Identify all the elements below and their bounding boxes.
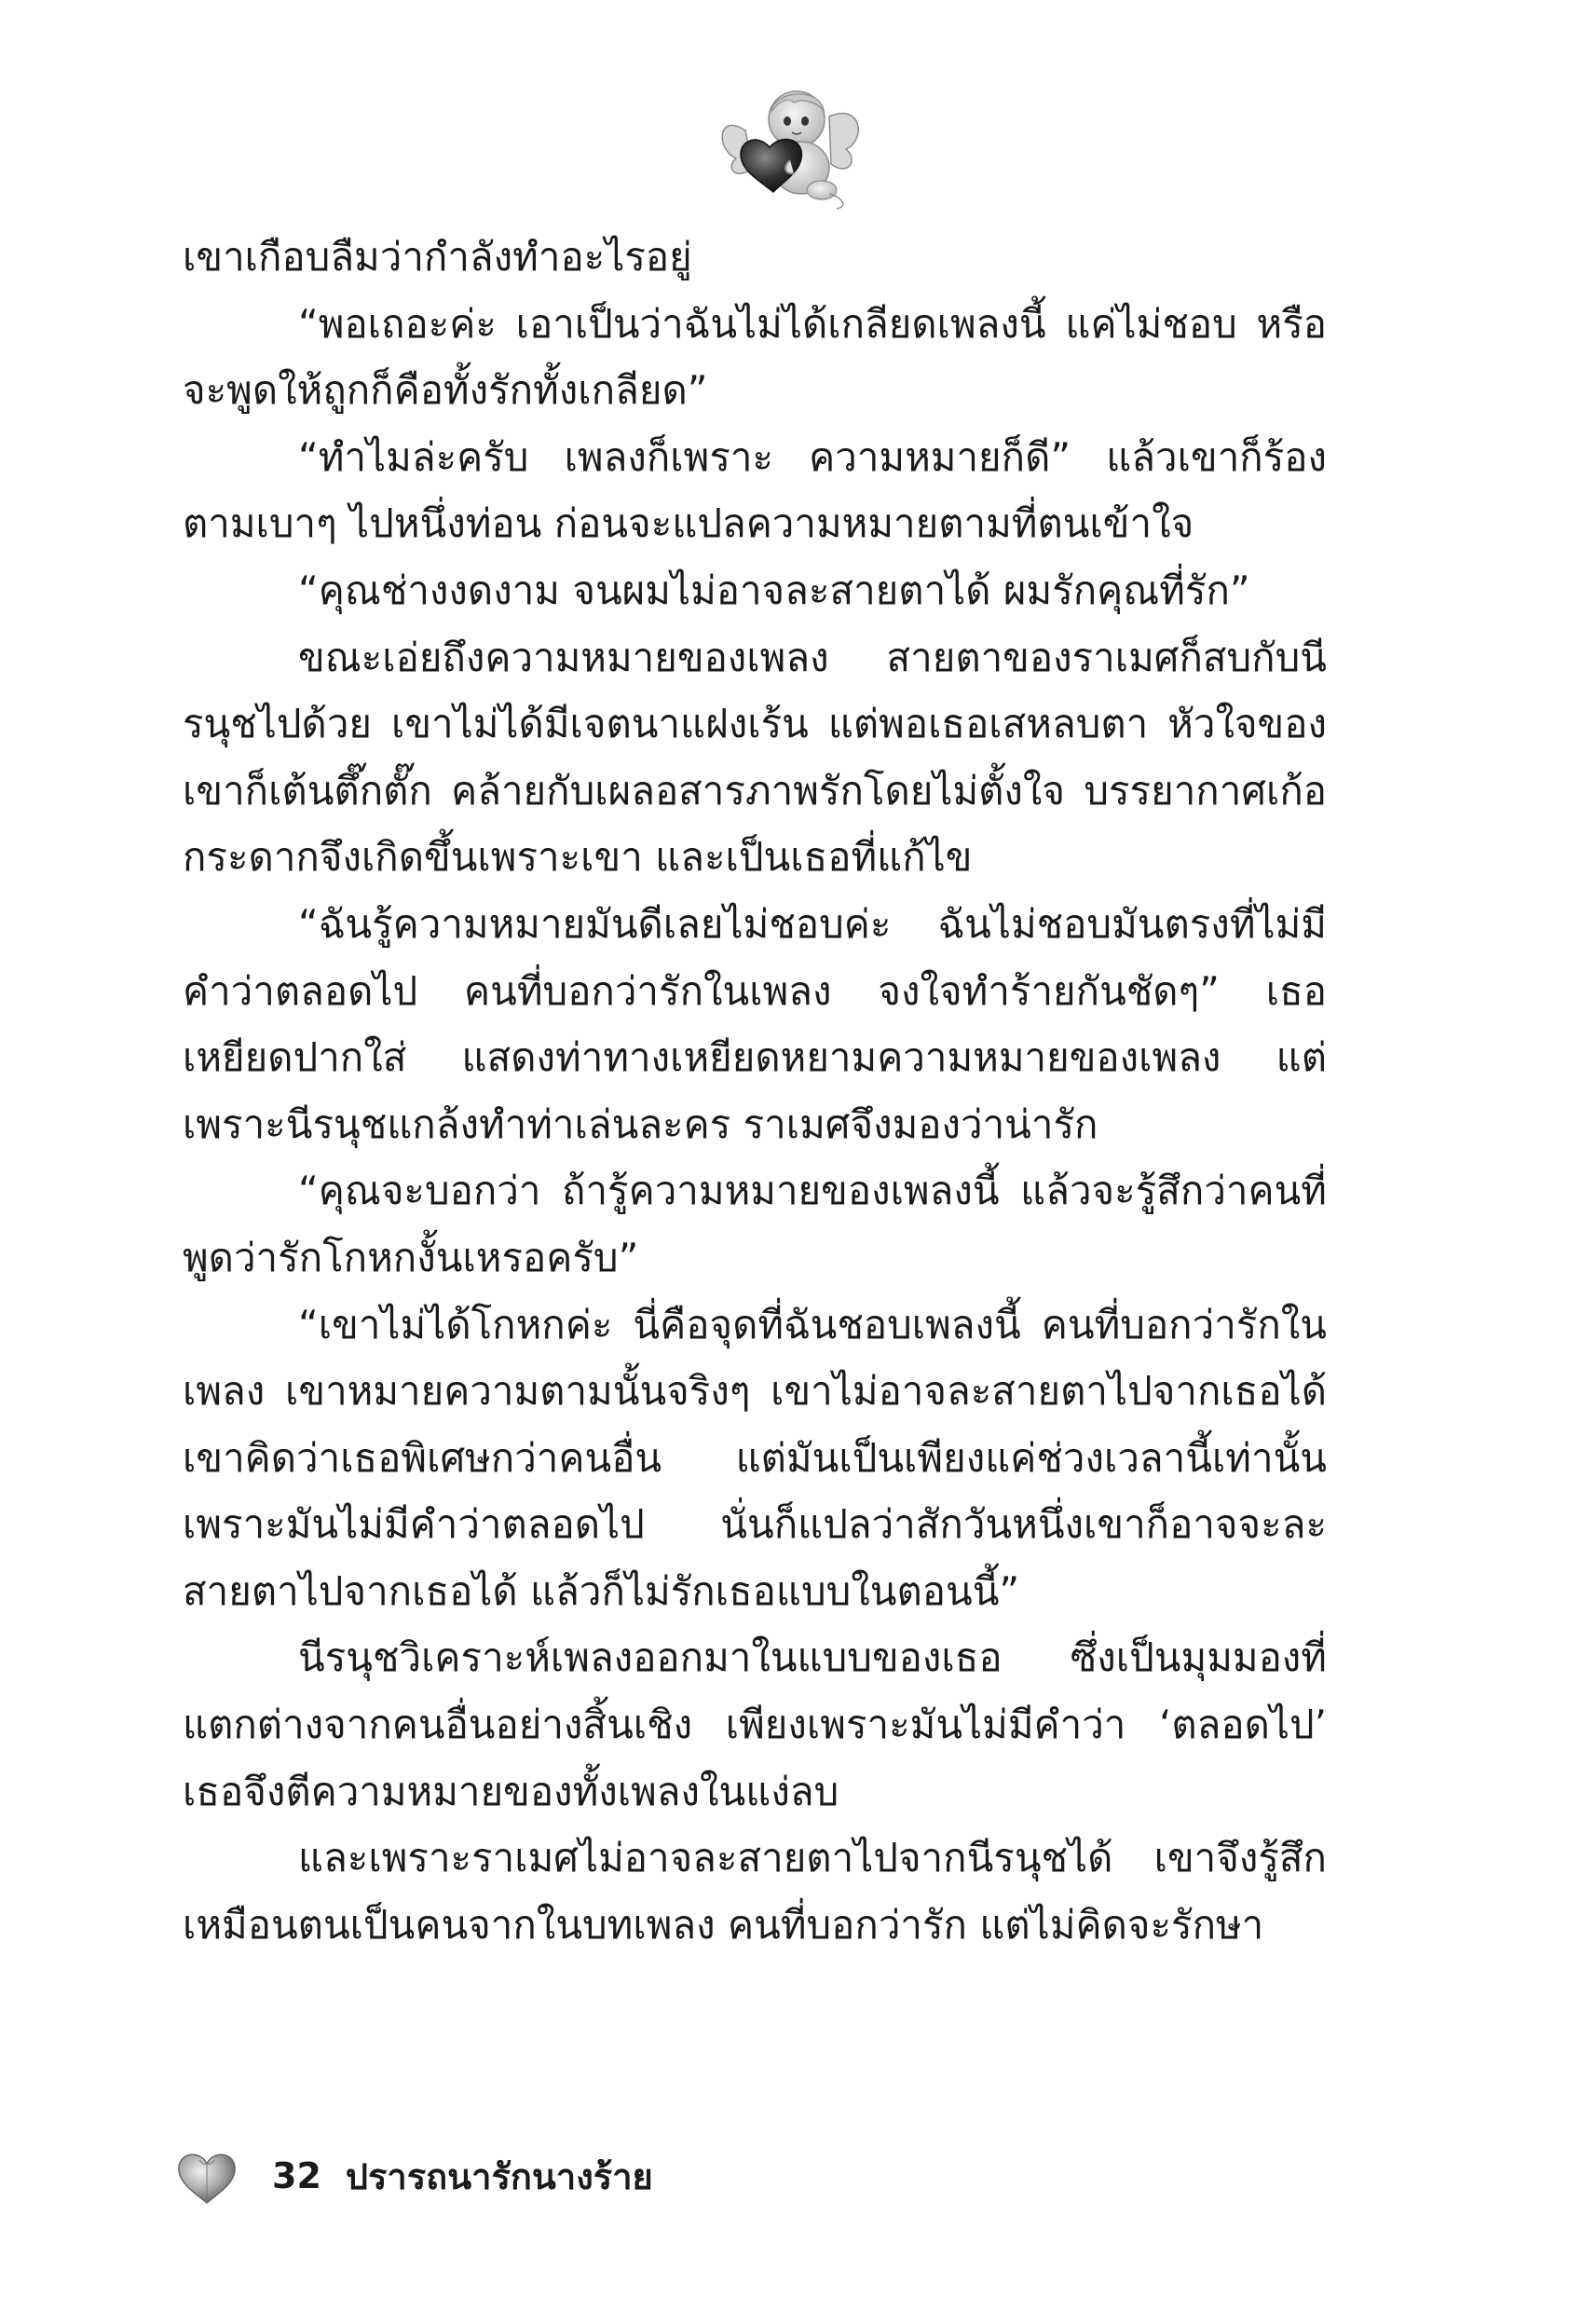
paragraph: เขาเกือบลืมว่ากำลังทำอะไรอยู่ — [183, 234, 692, 280]
heart-ribbon-icon — [173, 2147, 240, 2205]
body-text — [183, 224, 1327, 1958]
paragraph: และเพราะราเมศไม่อาจละสายตาไปจากนีรนุชได้ เขาจึงรู้สึกเหมือนตนเป็นคนจากในบทเพลง คนที่บอกว่ารัก แต่ไม่คิดจะรักษา — [183, 1835, 1327, 1948]
page-number: 32 — [272, 2155, 321, 2196]
paragraph: “พอเถอะค่ะ เอาเป็นว่าฉันไม่ได้เกลียดเพลงนี้ แค่ไม่ชอบ หรือจะพูดให้ถูกก็คือทั้งรักทั้งเกลียด” — [183, 300, 1327, 414]
paragraph: ขณะเอ่ยถึงความหมายของเพลง สายตาของราเมศก็สบกับนีรนุชไปด้วย เขาไม่ได้มีเจตนาแฝงเร้น แต่พอเธอเสหลบตา หัวใจของเขาก็เต้นตึ๊กตั๊ก คล้ายกับเผลอสารภาพรักโดยไม่ตั้งใจ บรรยากาศเก้อกระดากจึงเกิดขึ้นเพราะเขา และเป็นเธอที่แก้ไข — [183, 634, 1327, 881]
cherub-heart-ornament-icon — [708, 75, 876, 214]
paragraph: “เขาไม่ได้โกหกค่ะ นี่คือจุดที่ฉันชอบเพลงนี้ คนที่บอกว่ารักในเพลง เขาหมายความตามนั้นจริงๆ เขาไม่อาจละสายตาไปจากเธอได้ เขาคิดว่าเธอพิเศษกว่าคนอื่น แต่มันเป็นเพียงแค่ช่วงเวลานี้เท่านั้น เพราะมันไม่มีคำว่าตลอดไป นั่นก็แปลว่าสักวันหนึ่งเขาก็อาจจะละสายตาไปจากเธอได้ แล้วก็ไม่รักเธอแบบในตอนนี้” — [183, 1301, 1327, 1614]
paragraph: นีรนุชวิเคราะห์เพลงออกมาในแบบของเธอ ซึ่งเป็นมุมมองที่แตกต่างจากคนอื่นอย่างสิ้นเชิง เพียงเพราะมันไม่มีคำว่า ‘ตลอดไป’ เธอจึงตีความหมายของทั้งเพลงในแง่ลบ — [183, 1634, 1327, 1814]
paragraph: “คุณช่างงดงาม จนผมไม่อาจละสายตาได้ ผมรักคุณที่รัก” — [298, 567, 1250, 613]
page-footer — [173, 2143, 653, 2208]
paragraph: “คุณจะบอกว่า ถ้ารู้ความหมายของเพลงนี้ แล้วจะรู้สึกว่าคนที่พูดว่ารักโกหกงั้นเหรอครับ” — [183, 1168, 1327, 1280]
paragraph: “ทำไมล่ะครับ เพลงก็เพราะ ความหมายก็ดี” แล้วเขาก็ร้องตามเบาๆ ไปหนึ่งท่อน ก่อนจะแปลความหมายตามที่ตนเข้าใจ — [183, 433, 1327, 547]
paragraph: “ฉันรู้ความหมายมันดีเลยไม่ชอบค่ะ ฉันไม่ชอบมันตรงที่ไม่มีคำว่าตลอดไป คนที่บอกว่ารักในเพลง จงใจทำร้ายกันชัดๆ” เธอเหยียดปากใส่ แสดงท่าทางเหยียดหยามความหมายของเพลง แต่เพราะนีรนุชแกล้งทำท่าเล่นละคร ราเมศจึงมองว่าน่ารัก — [183, 900, 1327, 1147]
book-title: ปรารถนารักนางร้าย — [345, 2155, 653, 2197]
